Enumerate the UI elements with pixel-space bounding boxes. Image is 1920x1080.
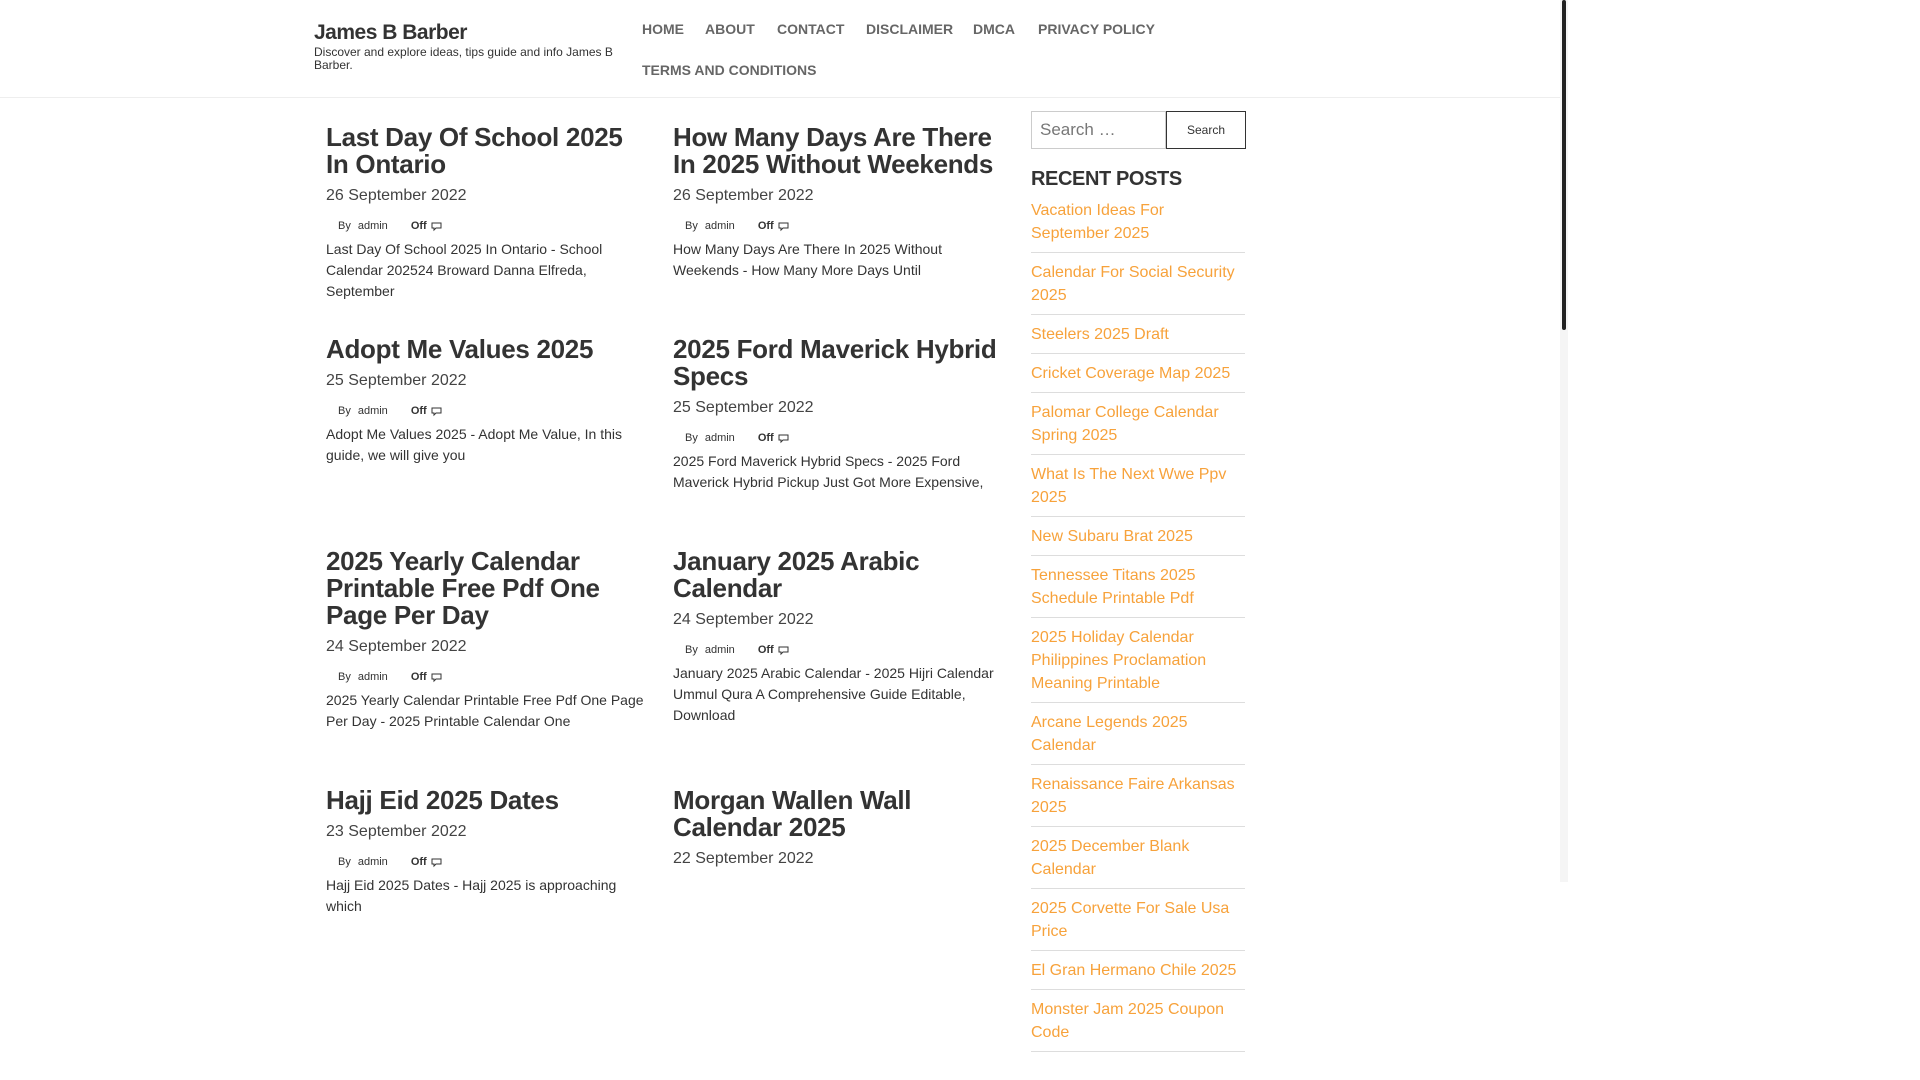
list-item	[1031, 199, 1245, 253]
list-item	[1031, 773, 1245, 827]
list-item	[1031, 401, 1245, 455]
post-excerpt: Last Day Of School 2025 In Ontario - School Calendar 202524 Broward Danna Elfreda, September	[326, 241, 603, 299]
post-excerpt: January 2025 Arabic Calendar - 2025 Hijri Calendar Ummul Qura A Comprehensive Guide Editable, Download	[673, 665, 994, 723]
site-header	[0, 0, 1560, 98]
site-title[interactable]: James B Barber	[314, 21, 467, 44]
post-meta	[326, 404, 651, 418]
site-branding	[314, 20, 614, 72]
post-comments-status: Off	[410, 220, 427, 232]
post-card	[673, 548, 998, 726]
comment-icon	[431, 407, 442, 416]
post-author[interactable]: admin	[357, 220, 388, 232]
recent-post-link[interactable]: Cricket Coverage Map 2025	[1031, 365, 1231, 382]
post-author[interactable]: admin	[704, 644, 735, 656]
post-card	[673, 336, 998, 493]
site-description: Discover and explore ideas, tips guide and info James B Barber.	[314, 45, 613, 72]
list-item	[1031, 564, 1245, 618]
post-card	[673, 787, 998, 869]
nav-item-home[interactable]: HOME	[642, 21, 684, 37]
recent-post-link[interactable]: 2025 Corvette For Sale Usa Price	[1031, 900, 1230, 940]
post-excerpt: 2025 Ford Maverick Hybrid Specs - 2025 Ford Maverick Hybrid Pickup Just Got More Expensive,	[673, 453, 984, 490]
nav-item-terms-and-conditions[interactable]: TERMS AND CONDITIONS	[642, 62, 817, 78]
post-date[interactable]: 24 September 2022	[326, 638, 467, 655]
nav-item-contact[interactable]: CONTACT	[777, 21, 845, 37]
post-comments-status: Off	[410, 856, 427, 868]
list-item	[1031, 835, 1245, 889]
post-by-label: By	[338, 405, 351, 417]
list-item	[1031, 362, 1245, 393]
comment-icon	[431, 222, 442, 231]
post-comments-status: Off	[757, 432, 774, 444]
post-card	[326, 124, 651, 302]
post-meta	[673, 643, 998, 657]
post-title[interactable]: Hajj Eid 2025 Dates	[326, 785, 559, 815]
post-by-label: By	[338, 671, 351, 683]
post-date[interactable]: 25 September 2022	[326, 372, 467, 389]
post-date[interactable]: 23 September 2022	[326, 823, 467, 840]
post-meta	[326, 855, 651, 869]
recent-post-link[interactable]: Calendar For Social Security 2025	[1031, 264, 1235, 304]
post-title[interactable]: 2025 Ford Maverick Hybrid Specs	[673, 334, 997, 391]
post-excerpt: Adopt Me Values 2025 - Adopt Me Value, In this guide, we will give you	[326, 426, 622, 463]
recent-post-link[interactable]: Arcane Legends 2025 Calendar	[1031, 714, 1188, 754]
recent-post-link[interactable]: Tennessee Titans 2025 Schedule Printable Pdf	[1031, 567, 1196, 607]
post-comments-status: Off	[410, 671, 427, 683]
list-item	[1031, 897, 1245, 951]
list-item	[1031, 525, 1245, 556]
post-title[interactable]: Last Day Of School 2025 In Ontario	[326, 122, 623, 179]
post-title[interactable]: Morgan Wallen Wall Calendar 2025	[673, 785, 912, 842]
recent-post-link[interactable]: Steelers 2025 Draft	[1031, 326, 1169, 343]
list-item	[1031, 261, 1245, 315]
nav-item-about[interactable]: ABOUT	[705, 21, 755, 37]
nav-item-privacy-policy[interactable]: PRIVACY POLICY	[1038, 21, 1155, 37]
post-by-label: By	[338, 856, 351, 868]
post-author[interactable]: admin	[357, 671, 388, 683]
post-date[interactable]: 25 September 2022	[673, 399, 814, 416]
list-item	[1031, 626, 1245, 703]
post-card	[326, 548, 651, 732]
recent-post-link[interactable]: Vacation Ideas For September 2025	[1031, 202, 1165, 242]
post-comments-status: Off	[757, 220, 774, 232]
post-comments-status: Off	[757, 644, 774, 656]
post-by-label: By	[338, 220, 351, 232]
list-item	[1031, 323, 1245, 354]
post-date[interactable]: 26 September 2022	[673, 187, 814, 204]
post-card	[673, 124, 998, 281]
scrollbar-thumb[interactable]	[1562, 0, 1566, 330]
post-meta	[326, 670, 651, 684]
list-item	[1031, 711, 1245, 765]
post-excerpt: How Many Days Are There In 2025 Without Weekends - How Many More Days Until	[673, 241, 942, 278]
post-excerpt: 2025 Yearly Calendar Printable Free Pdf One Page Per Day - 2025 Printable Calendar One	[326, 692, 644, 729]
recent-post-link[interactable]: New Subaru Brat 2025	[1031, 528, 1193, 545]
post-date[interactable]: 24 September 2022	[673, 611, 814, 628]
post-date[interactable]: 22 September 2022	[673, 850, 814, 867]
post-author[interactable]: admin	[704, 432, 735, 444]
list-item	[1031, 998, 1245, 1052]
post-card	[326, 336, 651, 466]
post-title[interactable]: January 2025 Arabic Calendar	[673, 546, 920, 603]
post-author[interactable]: admin	[357, 405, 388, 417]
recent-post-link[interactable]: Palomar College Calendar Spring 2025	[1031, 404, 1219, 444]
comment-icon	[778, 222, 789, 231]
post-by-label: By	[685, 644, 698, 656]
list-item	[1031, 959, 1245, 990]
recent-posts-list	[1031, 199, 1245, 1060]
search-button[interactable]: Search	[1166, 111, 1246, 149]
recent-post-link[interactable]: 2025 December Blank Calendar	[1031, 838, 1190, 878]
comment-icon	[431, 673, 442, 682]
post-date[interactable]: 26 September 2022	[326, 187, 467, 204]
recent-post-link[interactable]: Monster Jam 2025 Coupon Code	[1031, 1001, 1224, 1041]
comment-icon	[778, 646, 789, 655]
list-item	[1031, 463, 1245, 517]
recent-post-link[interactable]: Renaissance Faire Arkansas 2025	[1031, 776, 1235, 816]
post-excerpt: Hajj Eid 2025 Dates - Hajj 2025 is approaching which	[326, 877, 617, 914]
recent-post-link[interactable]: What Is The Next Wwe Ppv 2025	[1031, 466, 1227, 506]
comment-icon	[778, 434, 789, 443]
recent-post-link[interactable]: 2025 Holiday Calendar Philippines Proclamation Meaning Printable	[1031, 629, 1207, 692]
post-comments-status: Off	[410, 405, 427, 417]
post-title[interactable]: Adopt Me Values 2025	[326, 334, 594, 364]
post-title[interactable]: 2025 Yearly Calendar Printable Free Pdf One Page Per Day	[326, 546, 600, 630]
recent-post-link[interactable]: El Gran Hermano Chile 2025	[1031, 962, 1237, 979]
post-meta	[673, 431, 998, 445]
post-author[interactable]: admin	[357, 856, 388, 868]
post-by-label: By	[685, 432, 698, 444]
comment-icon	[431, 858, 442, 867]
search-input[interactable]	[1031, 111, 1166, 149]
recent-posts-heading: RECENT POSTS	[1031, 168, 1182, 190]
post-meta	[326, 219, 651, 233]
nav-item-disclaimer[interactable]: DISCLAIMER	[866, 21, 954, 37]
post-meta	[673, 219, 998, 233]
post-author[interactable]: admin	[704, 220, 735, 232]
post-card	[326, 787, 651, 917]
post-by-label: By	[685, 220, 698, 232]
post-title[interactable]: How Many Days Are There In 2025 Without Weekends	[673, 122, 994, 179]
nav-item-dmca[interactable]: DMCA	[973, 21, 1015, 37]
